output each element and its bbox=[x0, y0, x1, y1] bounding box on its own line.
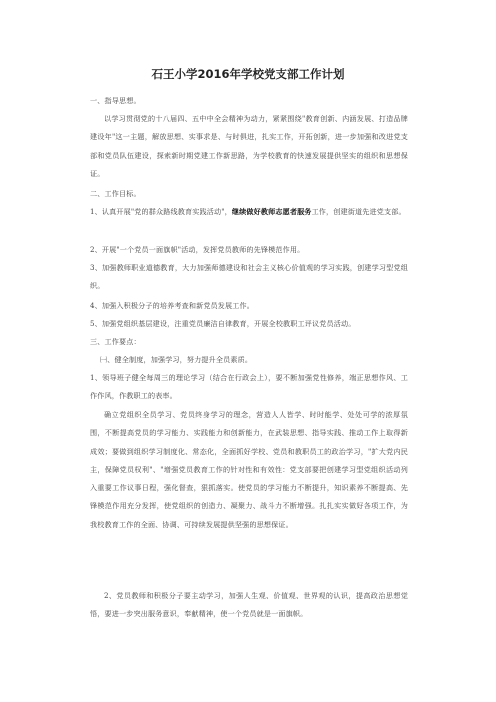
goal-2: 2、开展"一个党员一面旗帜"活动，发挥党员教师的先锋模范作用。 bbox=[90, 245, 305, 254]
point-1: 1、领导班子健全每周三的理论学习（结合在行政会上），要不断加强党性修养，端正思想作风、工作作风，作教职工的表率。 bbox=[90, 373, 408, 401]
point-2: 2、党员教师和积极分子要主动学习，加强人生观、价值观、世界观的认识，提高政治思想觉悟，要进一步突出服务意识，奉献精神，使一个党员就是一面旗帜。 bbox=[90, 591, 408, 619]
point-1-detail: 确立党组织全员学习、党员终身学习的理念，营造人人皆学、时时能学、处处可学的浓厚氛围，不断提高党员的学习能力、实践能力和创新能力，在武装思想、指导实践、推动工作上取得新成效；要做到组织学习制度化、常态化，全面抓好学校、党员和教职员工的政治学习，"扩大党内民主，保障党员权利"、"增强党员教育工作的针对性和有效性：党支部要把创建学习型党组织活动列入重要工作议事日程，强化督查，狠抓落实。使党员的学习能力不断提升，知识素养不断提高、先锋模范作用充分发挥，使党组织的创造力、凝聚力、战斗力不断增强。扎扎实实做好各项工作，为我校教育工作的全面、协调、可持续发展提供坚强的思想保证。 bbox=[90, 410, 408, 529]
section-1-body: 以学习贯彻党的十八届四、五中中全会精神为动力，紧紧围绕"教育创新、内涵发展、打造品牌建设年"这一主题，解放思想、实事求是、与时俱进，扎实工作，开拓创新，进一步加强和改进党支部和党员队伍建设，探索新时期党建工作新思路，为学校教育的快速发展提供坚实的组织和思想保证。 bbox=[90, 114, 408, 178]
goal-3: 3、加强教师职业道德教育，大力加强师德建设和社会主义核心价值观的学习实践，创建学习型党组织。 bbox=[90, 263, 408, 291]
section-2-heading: 二、工作目标。 bbox=[90, 189, 141, 198]
goal-1-emphasis: 继续做好教师志愿者服务 bbox=[231, 207, 312, 216]
goal-4: 4、加强入积极分子的培养考查和新党员发展工作。 bbox=[90, 301, 255, 310]
goal-1-part-a: 1、认真开展"党的群众路线教育实践活动"， bbox=[90, 207, 232, 216]
goal-1-part-c: 工作，创建街道先进党支部。 bbox=[311, 207, 406, 216]
subsection-1-heading: ㈠、健全制度，加强学习，努力提升全员素质。 bbox=[100, 355, 253, 364]
document-title: 石王小学2016年学校党支部工作计划 bbox=[151, 67, 345, 81]
goal-1 bbox=[90, 203, 408, 221]
goal-5: 5、加强党组织基层建设，注重党员廉洁自律教育，开展全校教职工评议党员活动。 bbox=[90, 319, 356, 328]
section-3-heading: 三、工作要点： bbox=[90, 337, 141, 346]
section-1-heading: 一、指导思想。 bbox=[90, 96, 141, 105]
